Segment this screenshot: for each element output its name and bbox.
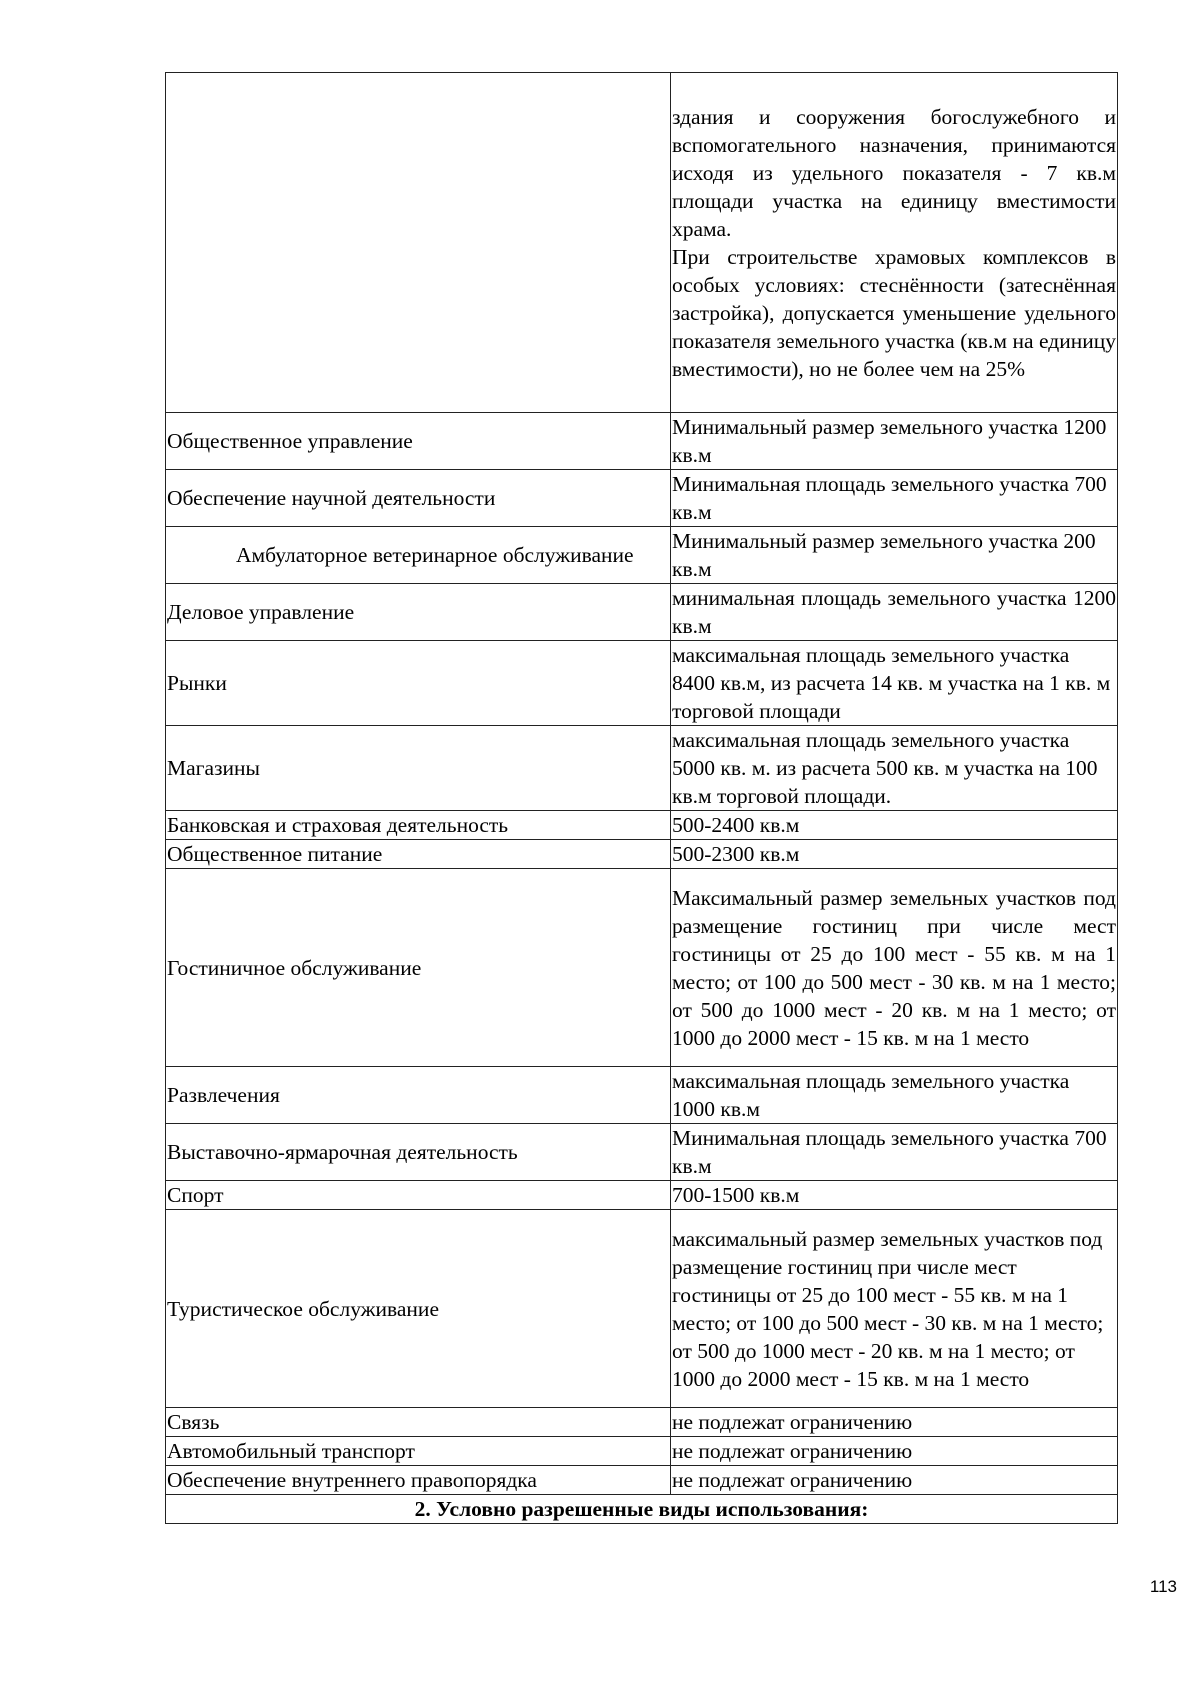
table-cell-use: Автомобильный транспорт [166, 1437, 671, 1466]
table-cell-value: не подлежат ограничению [671, 1437, 1118, 1466]
table-cell-use: Магазины [166, 726, 671, 811]
table-cell-use: Общественное питание [166, 840, 671, 869]
section-header: 2. Условно разрешенные виды использования: [166, 1495, 1118, 1524]
table-cell-use: Деловое управление [166, 584, 671, 641]
table-cell-use: Обеспечение внутреннего правопорядка [166, 1466, 671, 1495]
land-use-table [165, 72, 1118, 1524]
table-row [166, 73, 1118, 413]
table-row [166, 1181, 1118, 1210]
table-cell-use: Рынки [166, 641, 671, 726]
table-row [166, 840, 1118, 869]
table-row [166, 527, 1118, 584]
table-cell-value [671, 73, 1118, 413]
table-cell-value: максимальный размер земельных участков под размещение гостиниц при числе мест гостиницы от 25 до 100 мест - 55 кв. м на 1 место; от 100 до 500 мест - 30 кв. м на 1 место; от 500 до 1000 мест - 20 кв. м на 1 место; от 1000 до 2000 мест - 15 кв. м на 1 место [671, 1210, 1118, 1408]
table-row [166, 1408, 1118, 1437]
table-cell-use: Амбулаторное ветеринарное обслуживание [166, 527, 671, 584]
table-cell-value: не подлежат ограничению [671, 1408, 1118, 1437]
table-cell-use: Спорт [166, 1181, 671, 1210]
table-cell-use: Обеспечение научной деятельности [166, 470, 671, 527]
table-cell-value: Минимальная площадь земельного участка 700 кв.м [671, 1124, 1118, 1181]
table-cell-value: 500-2400 кв.м [671, 811, 1118, 840]
table-cell-value: максимальная площадь земельного участка 5000 кв. м. из расчета 500 кв. м участка на 100 кв.м торговой площади. [671, 726, 1118, 811]
table-cell-value: максимальная площадь земельного участка 1000 кв.м [671, 1067, 1118, 1124]
continuation-paragraph: здания и сооружения богослужебного и вспомогательного назначения, принимаются исходя из удельного показателя - 7 кв.м площади участка на единицу вместимости храма. [672, 104, 1116, 241]
table-row [166, 1210, 1118, 1408]
table-cell-use: Гостиничное обслуживание [166, 869, 671, 1067]
table-row [166, 869, 1118, 1067]
table-cell-value: не подлежат ограничению [671, 1466, 1118, 1495]
page-number: 113 [1149, 1577, 1177, 1596]
table-cell-use: Туристическое обслуживание [166, 1210, 671, 1408]
table-row [166, 726, 1118, 811]
table-cell-use: Связь [166, 1408, 671, 1437]
table-row [166, 1067, 1118, 1124]
table-row [166, 584, 1118, 641]
table-row [166, 811, 1118, 840]
table-row [166, 1466, 1118, 1495]
table-cell-value: 500-2300 кв.м [671, 840, 1118, 869]
table-cell-use: Выставочно-ярмарочная деятельность [166, 1124, 671, 1181]
table-cell-value: максимальная площадь земельного участка 8400 кв.м, из расчета 14 кв. м участка на 1 кв. м торговой площади [671, 641, 1118, 726]
table-cell-value: Минимальная площадь земельного участка 700 кв.м [671, 470, 1118, 527]
table-row [166, 1495, 1118, 1524]
table-row [166, 413, 1118, 470]
table-cell-value: минимальная площадь земельного участка 1200 кв.м [671, 584, 1118, 641]
table-row [166, 641, 1118, 726]
table-row [166, 1437, 1118, 1466]
table-cell-value: Максимальный размер земельных участков под размещение гостиниц при числе мест гостиницы от 25 до 100 мест - 55 кв. м на 1 место; от 100 до 500 мест - 30 кв. м на 1 место; от 500 до 1000 мест - 20 кв. м на 1 место; от 1000 до 2000 мест - 15 кв. м на 1 место [671, 869, 1118, 1067]
table-cell-use: Банковская и страховая деятельность [166, 811, 671, 840]
table-row [166, 1124, 1118, 1181]
table-cell-use: Общественное управление [166, 413, 671, 470]
table-cell-use: Развлечения [166, 1067, 671, 1124]
table-cell-value: Минимальный размер земельного участка 1200 кв.м [671, 413, 1118, 470]
table-cell-value: 700-1500 кв.м [671, 1181, 1118, 1210]
table-cell-value: Минимальный размер земельного участка 200 кв.м [671, 527, 1118, 584]
continuation-paragraph: При строительстве храмовых комплексов в особых условиях: стеснённости (затеснённая застройка), допускается уменьшение удельного показателя земельного участка (кв.м на единицу вместимости), но не более чем на 25% [672, 244, 1116, 381]
table-row [166, 470, 1118, 527]
table-cell-empty [166, 73, 671, 413]
